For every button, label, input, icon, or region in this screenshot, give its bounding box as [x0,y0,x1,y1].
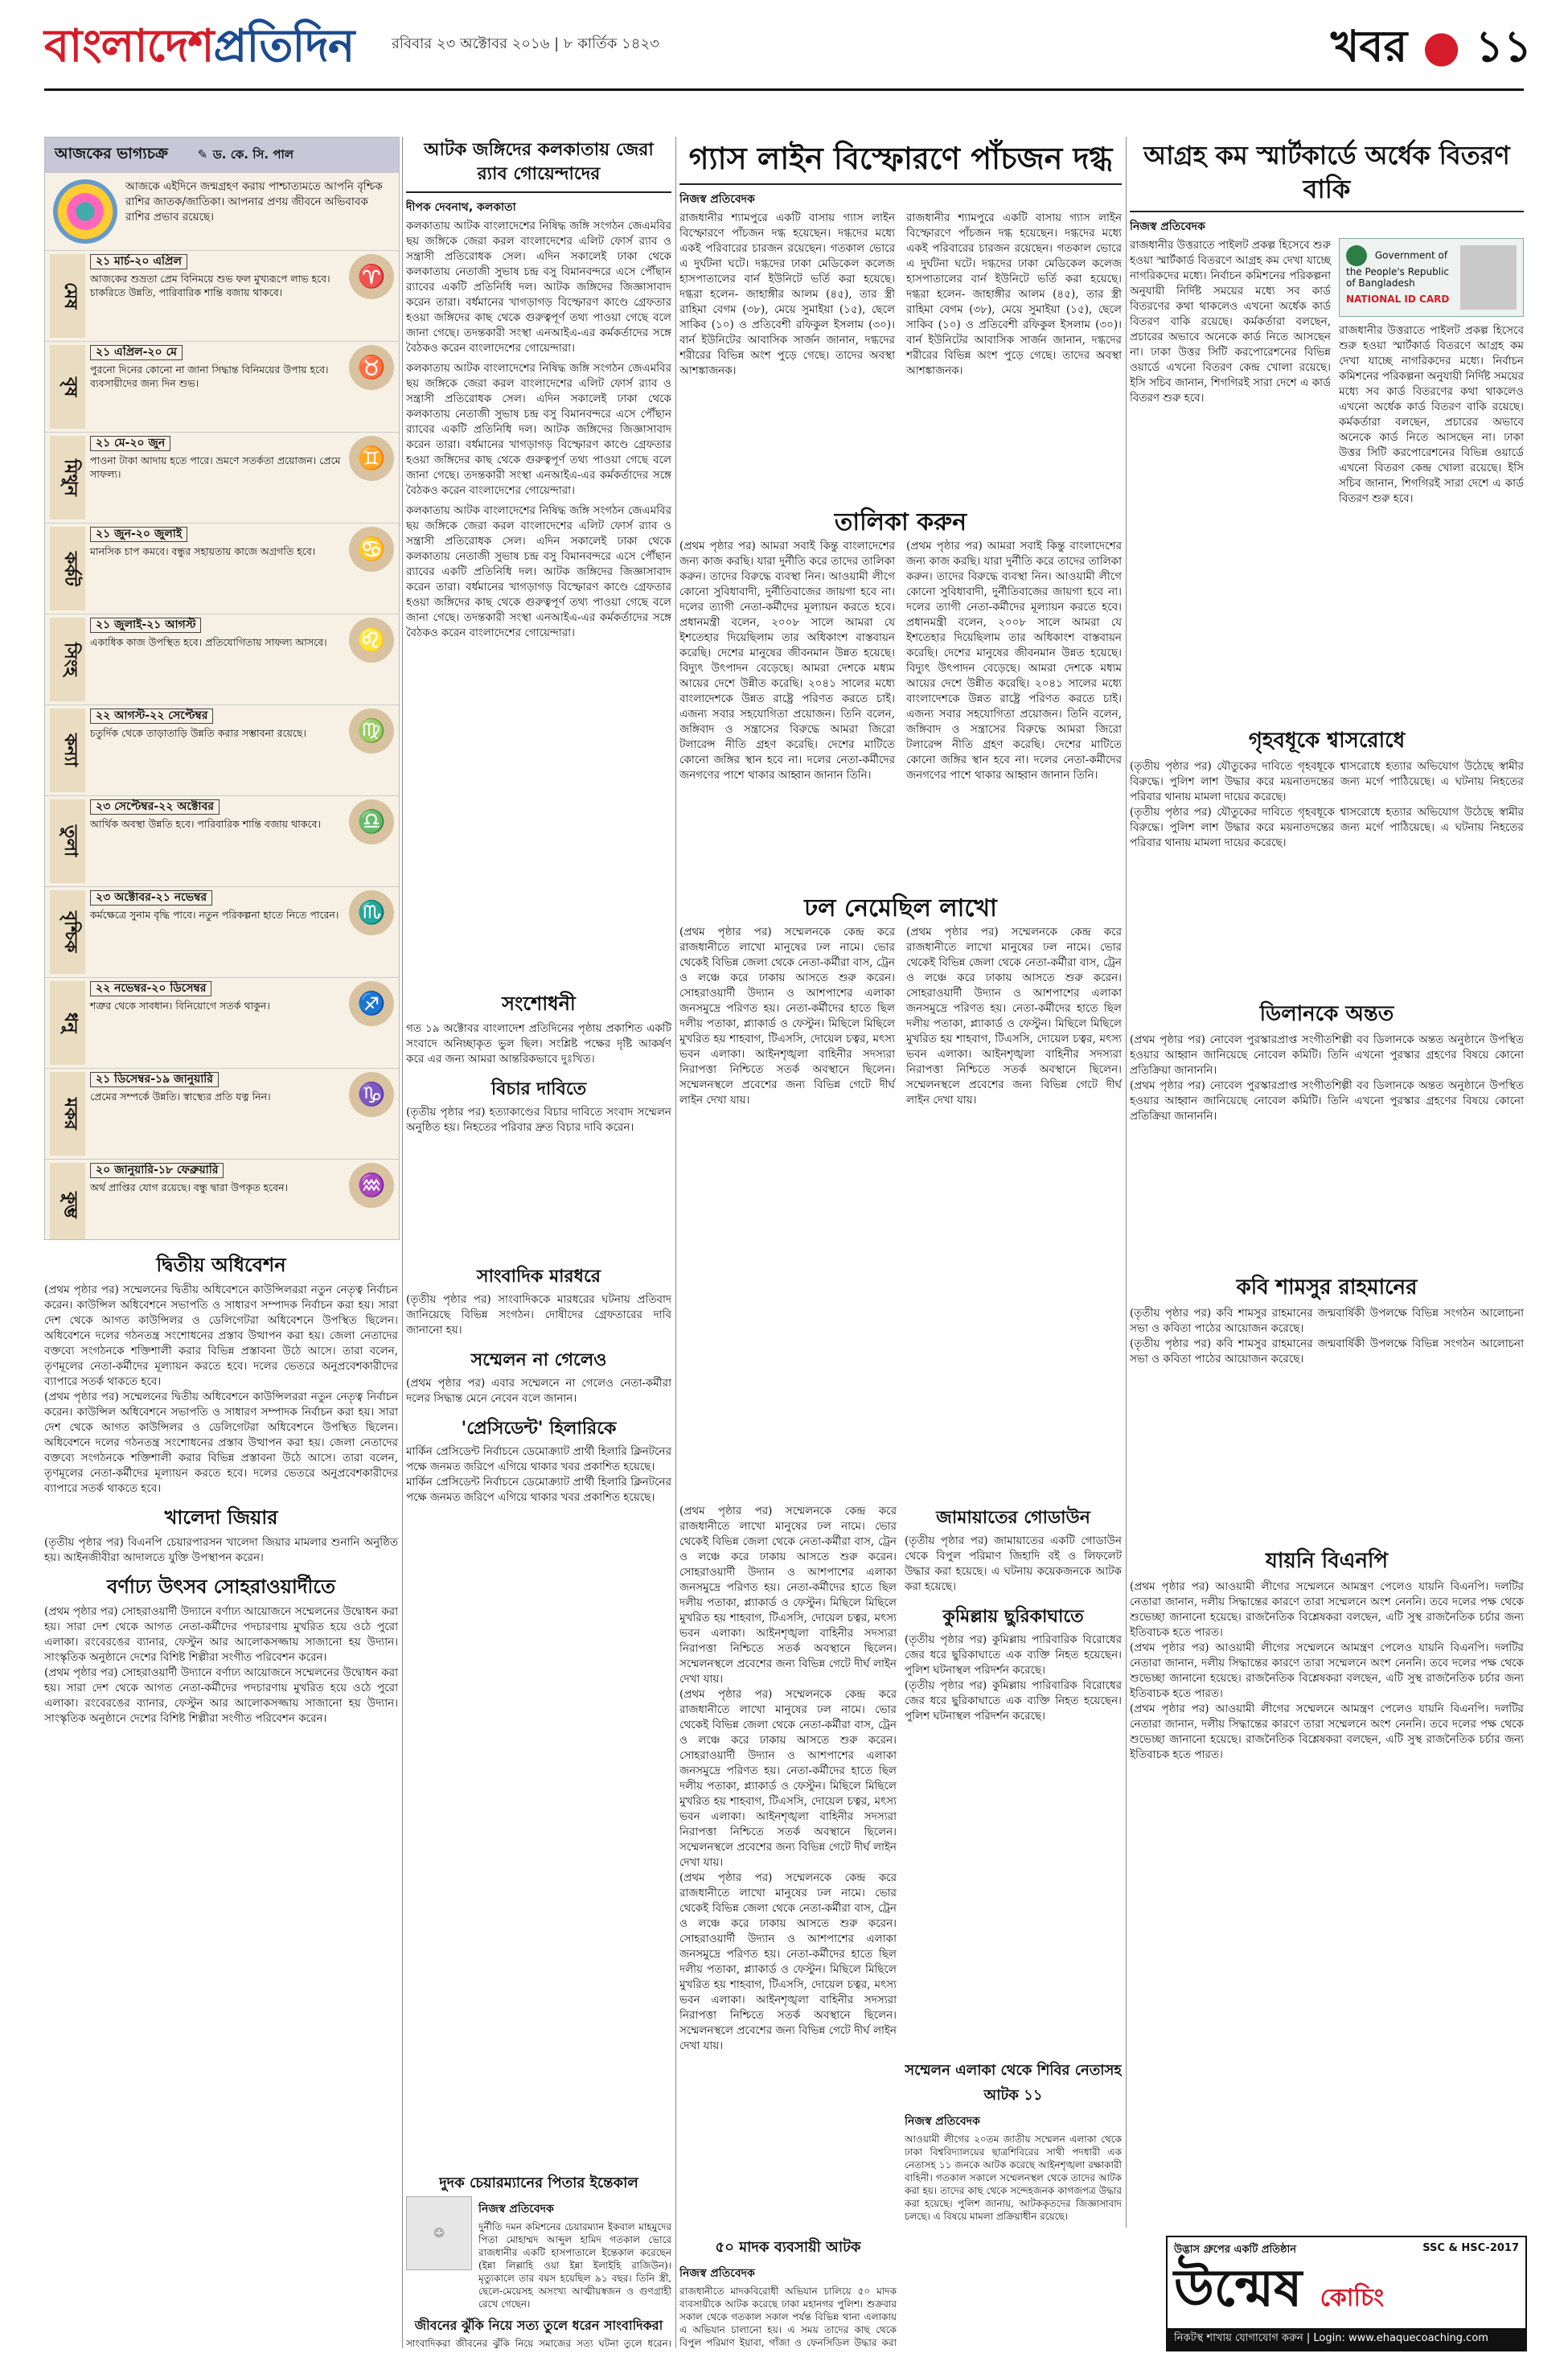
zodiac-wheel-icon [53,179,117,244]
story-jayni-body-cont: (প্রথম পৃষ্ঠার পর) আওয়ামী লীগের সম্মেলনে আমন্ত্রণ পেলেও যায়নি বিএনপি। দলটির নেতারা জানান, দলীয় সিদ্ধান্তের কারণে তারা সম্মেলনে অংশ নেননি। তবে দলের পক্ষ থেকে শুভেচ্ছা জানানো হয়েছে। রাজনৈতিক বিশ্লেষকরা বলছেন, এটি সুস্থ রাজনৈতিক চর্চার জন্য ইতিবাচক হতে পারত। [1130,1641,1524,1700]
story-sammelan-title: সম্মেলন এলাকা থেকে শিবির নেতাসহ আটক ১১ [905,2062,1122,2104]
sign-name: মেষ [50,254,85,338]
story-sammelan-na-title: সম্মেলন না গেলেও [470,1350,607,1370]
story-dilan-body: (প্রথম পৃষ্ঠার পর) নোবেল পুরস্কারপ্রাপ্ত সংগীতশিল্পী বব ডিলানকে অন্তত অনুষ্ঠানে উপস্থিত হওয়ার আহ্বান জানিয়েছে নোবেল কমিটি। তিনি এখনো পুরস্কার গ্রহণের বিষয়ে কোনো প্রতিক্রিয়া জানাননি। [1130,1033,1524,1077]
horoscope-sign [45,1068,399,1159]
story-madok-dudok [679,2236,897,2348]
story-president-body: মার্কিন প্রেসিডেন্ট নির্বাচনে ডেমোক্র্যাট প্রার্থী হিলারি ক্লিনটনের পক্ষে জনমত জরিপে এগিয়ে থাকার খবর প্রকাশিত হয়েছে। [406,1445,671,1473]
story-bichar-title: বিচার দাবিতে [491,1079,587,1099]
story-rab-body: কলকাতায় আটক বাংলাদেশের নিষিদ্ধ জঙ্গি সংগঠন জেএমবির ছয় জঙ্গিকে জেরা করল বাংলাদেশের এলিট ফোর্স র‌্যাব ও সন্ত্রাসী প্রতিরোধক সেল। এদিন সকালেই ঢাকা থেকে কলকাতায় নেতাজী সুভাষ চন্দ্র বসু বিমানবন্দরে এসে পৌঁছান র‌্যাবের একটি প্রতিনিধি দল। আটক জঙ্গিদের জিজ্ঞাসাবাদ করেন তারা। বর্ধমানের খাগড়াগড় বিস্ফোরণ কাণ্ডে গ্রেফতার হওয়া জঙ্গিদের কাছ থেকে গুরুত্বপূর্ণ তথ্য পাওয়া গেছে বলে জানা গেছে। তদন্তকারী সংস্থা এনআইএ-এর কর্মকর্তাদের সঙ্গে বৈঠকও করেন বাংলাদেশের গোয়েন্দারা। [406,220,671,355]
brand-part-b: প্রতিদিন [213,20,355,72]
sign-dates: ২১ জুলাই-২১ আগস্ট [90,618,201,633]
story-dhol-body-cont4: (প্রথম পৃষ্ঠার পর) সম্মেলনকে কেন্দ্র করে রাজধানীতে লাখো মানুষের ঢল নামে। ভোর থেকেই বিভিন্ন জেলা থেকে নেতা-কর্মীরা বাস, ট্রেন ও লঞ্চে করে ঢাকায় আসতে শুরু করেন। সোহরাওয়ার্দী উদ্যান ও আশপাশের এলাকা জনসমুদ্রে পরিণত হয়। নেতা-কর্মীদের হাতে ছিল দলীয় পতাকা, প্ল্যাকার্ড ও ফেস্টুন। মিছিলে মিছিলে মুখরিত হয় শাহবাগ, টিএসসি, দোয়েল চত্বর, মৎস্য ভবন এলাকা। আইনশৃঙ্খলা বাহিনীর সদস্যরা নিরাপত্তা নিশ্চিতে সতর্ক অবস্থানে ছিলেন। সম্মেলনস্থলে প্রবেশের জন্য বিভিন্ন গেটে দীর্ঘ লাইন দেখা যায়। [679,1871,897,2052]
sign-dates: ২২ আগস্ট-২২ সেপ্টেম্বর [90,709,213,724]
story-khaleda-title: খালেদা জিয়ার [164,1506,278,1529]
story-dilan [1130,997,1524,1263]
story-grihobodhu-title: গৃহবধূকে শ্বাসরোধে [1248,729,1406,753]
sign-body [90,1163,344,1240]
horoscope-sign [45,886,399,977]
sign-text: আর্থিক অবস্থা উন্নতি হবে। পারিবারিক শান্তি বজায় থাকবে। [90,818,321,830]
horoscope-sign [45,1159,399,1240]
story-gas-title: গ্যাস লাইন বিস্ফোরণে পাঁচজন দগ্ধ [688,141,1113,176]
story-president-title: 'প্রেসিডেন্ট' হিলারিকে [461,1419,617,1439]
story-sangbadik-title: সাংবাদিক মারধরে [477,1267,601,1287]
nid-card-caption: Government of the People's Republic of Bangladesh [1346,249,1450,289]
story-kumilla-body: (তৃতীয় পৃষ্ঠার পর) কুমিল্লায় পারিবারিক বিরোধের জের ধরে ছুরিকাঘাতে এক ব্যক্তি নিহত হয়েছেন। পুলিশ ঘটনাস্থল পরিদর্শন করেছে। [905,1633,1122,1677]
sign-text: শত্রুর থেকে সাবধান। বিনিয়োগে সতর্ক থাকুন। [90,1000,270,1012]
story-dudok-byline: নিজস্ব প্রতিবেদক [478,2203,554,2216]
sign-text: কর্মক্ষেত্রে সুনাম বৃদ্ধি পাবে। নতুন পরিকল্পনা হাতে নিতে পারেন। [90,909,339,921]
story-madok-body: রাজধানীতে মাদকবিরোধী অভিযান চালিয়ে ৫০ মাদক ব্যবসায়ীকে আটক করেছে ঢাকা মহানগর পুলিশ। শুক্রবার সকাল থেকে গতকাল সকাল পর্যন্ত বিভিন্ন থানা এলাকায় এ অভিযান চালানো হয়। এ সময় তাদের কাছ থেকে বিপুল পরিমাণ ইয়াবা, গাঁজা ও ফেনসিডিল উদ্ধার করা [679,2286,897,2348]
story-smartcard-textcol [1130,238,1331,507]
story-jayni-body-cont2: (প্রথম পৃষ্ঠার পর) আওয়ামী লীগের সম্মেলনে আমন্ত্রণ পেলেও যায়নি বিএনপি। দলটির নেতারা জানান, দলীয় সিদ্ধান্তের কারণে তারা সম্মেলনে অংশ নেননি। তবে দলের পক্ষ থেকে শুভেচ্ছা জানানো হয়েছে। রাজনৈতিক বিশ্লেষকরা বলছেন, এটি সুস্থ রাজনৈতিক চর্চার জন্য ইতিবাচক হতে পারত। [1130,1702,1524,1761]
story-sangshodhoni [406,989,671,1255]
story-borna-body-cont: (প্রথম পৃষ্ঠার পর) সোহরাওয়ার্দী উদ্যানে বর্ণাঢ্য আয়োজনে সম্মেলনের উদ্বোধন করা হয়। সারা দেশ থেকে আগত নেতা-কর্মীদের পদচারণায় মুখরিত হয়ে ওঠে পুরো এলাকা। রংবেরঙের ব্যানার, ফেস্টুন আর আলোকসজ্জায় সাজানো হয় উদ্যান। সাংস্কৃতিক অনুষ্ঠানে দেশের বিশিষ্ট শিল্পীরা সংগীত পরিবেশন করেন। [44,1666,398,1725]
story-jayni-body: (প্রথম পৃষ্ঠার পর) আওয়ামী লীগের সম্মেলনে আমন্ত্রণ পেলেও যায়নি বিএনপি। দলটির নেতারা জানান, দলীয় সিদ্ধান্তের কারণে তারা সম্মেলনে অংশ নেননি। তবে দলের পক্ষ থেকে শুভেচ্ছা জানানো হয়েছে। রাজনৈতিক বিশ্লেষকরা বলছেন, এটি সুস্থ রাজনৈতিক চর্চার জন্য ইতিবাচক হতে পারত। [1130,1580,1524,1639]
portrait-photo: ☺ [406,2196,472,2270]
horoscope-sign [45,614,399,704]
divider [1130,211,1524,212]
story-shamsur-body-cont: (তৃতীয় পৃষ্ঠার পর) কবি শামসুর রাহমানের জন্মবার্ষিকী উপলক্ষে বিভিন্ন সংগঠন আলোচনা সভা ও কবিতা পাঠের আয়োজন করেছে। [1130,1337,1524,1366]
sign-dates: ২২ নভেম্বর-২০ ডিসেম্বর [90,981,211,996]
ad-tagline: উদ্ভাস গ্রুপের একটি প্রতিষ্ঠান [1174,2244,1297,2256]
sign-text: একাধিক কাজ উপস্থিত হবে। প্রতিযোগিতায় সাফল্য আসবে। [90,636,327,648]
story-madok-byline: নিজস্ব প্রতিবেদক [679,2267,755,2280]
story-grihobodhu-body: (তৃতীয় পৃষ্ঠার পর) যৌতুকের দাবিতে গৃহবধূকে শ্বাসরোধে হত্যার অভিযোগ উঠেছে স্বামীর বিরুদ্ধে। পুলিশ লাশ উদ্ধার করে ময়নাতদন্তের জন্য মর্গে পাঠিয়েছে। এ ঘটনায় নিহতের পরিবার থানায় মামলা দায়ের করেছে। [1130,760,1524,803]
section-page [1331,14,1532,79]
sign-body [90,345,344,429]
horoscope-sign [45,432,399,523]
zodiac-sign-icon: ♒ [349,1163,394,1208]
horoscope-sign [45,341,399,432]
story-rab-byline: দীপক দেবনাথ, কলকাতা [406,201,516,214]
brand-part-a: বাংলাদেশ [44,20,214,72]
story-smartcard-body: রাজধানীর উত্তরাতে পাইলট প্রকল্প হিসেবে শুরু হওয়া স্মার্টকার্ড বিতরণে আগ্রহ কম দেখা যাচ্ছে নাগরিকদের মধ্যে। নির্বাচন কমিশনের পরিকল্পনা অনুযায়ী নির্দিষ্ট সময়ের মধ্যে সব কার্ড বিতরণের কথা থাকলেও এখনো অর্ধেক কার্ড বিতরণ বাকি রয়েছে। কর্মকর্তারা বলছেন, প্রচারের অভাবে অনেকে কার্ড নিতে আসছেন না। ঢাকা উত্তর সিটি করপোরেশনের বিভিন্ন ওয়ার্ডে এখনো বিতরণ কেন্দ্র খোলা রয়েছে। ইসি সচিব জানান, শিগগিরই সারা দেশে এ কার্ড বিতরণ শুরু হবে। [1130,239,1331,405]
story-bichar-body: (তৃতীয় পৃষ্ঠার পর) হত্যাকাণ্ডের বিচার দাবিতে সংবাদ সম্মেলন অনুষ্ঠিত হয়। নিহতের পরিবার দ্রুত বিচার দাবি করেন। [406,1106,671,1134]
sign-name: কর্কট [50,527,85,610]
story-gas-body-cont: রাজধানীর শ্যামপুরে একটি বাসায় গ্যাস লাইন বিস্ফোরণে পাঁচজন দগ্ধ হয়েছেন। দগ্ধদের মধ্যে একই পরিবারের চারজন রয়েছেন। গতকাল ভোরে এ দুর্ঘটনা ঘটে। দগ্ধদের ঢাকা মেডিকেল কলেজ হাসপাতালের বার্ন ইউনিটে ভর্তি করা হয়েছে। দগ্ধরা হলেন- জাহাঙ্গীর আলম (৪৫), তার স্ত্রী রাহিমা বেগম (৩৮), মেয়ে সুমাইয়া (১৫), ছেলে সাকিব (১০) ও প্রতিবেশী রফিকুল ইসলাম (৩০)। বার্ন ইউনিটের আবাসিক সার্জন জানান, দগ্ধদের শরীরের বিভিন্ন অংশ পুড়ে গেছে। তাদের অবস্থা আশঙ্কাজনক। [906,212,1122,377]
sign-name: সিংহ [50,618,85,701]
story-borna-title: বর্ণাঢ্য উৎসব সোহরাওয়ার্দীতে [106,1575,336,1598]
sign-name: কুম্ভ [50,1163,85,1240]
story-dhol-columns [679,925,1122,1108]
sign-name: মিথুন [50,436,85,520]
story-grihobodhu-body-cont: (তৃতীয় পৃষ্ঠার পর) যৌতুকের দাবিতে গৃহবধূকে শ্বাসরোধে হত্যার অভিযোগ উঠেছে স্বামীর বিরুদ্ধে। পুলিশ লাশ উদ্ধার করে ময়নাতদন্তের জন্য মর্গে পাঠিয়েছে। এ ঘটনায় নিহতের পরিবার থানায় মামলা দায়ের করেছে। [1130,806,1524,849]
section-name: খবর [1330,21,1408,72]
story-dhol-body-cont2: (প্রথম পৃষ্ঠার পর) সম্মেলনকে কেন্দ্র করে রাজধানীতে লাখো মানুষের ঢল নামে। ভোর থেকেই বিভিন্ন জেলা থেকে নেতা-কর্মীরা বাস, ট্রেন ও লঞ্চে করে ঢাকায় আসতে শুরু করেন। সোহরাওয়ার্দী উদ্যান ও আশপাশের এলাকা জনসমুদ্রে পরিণত হয়। নেতা-কর্মীদের হাতে ছিল দলীয় পতাকা, প্ল্যাকার্ড ও ফেস্টুন। মিছিলে মিছিলে মুখরিত হয় শাহবাগ, টিএসসি, দোয়েল চত্বর, মৎস্য ভবন এলাকা। আইনশৃঙ্খলা বাহিনীর সদস্যরা নিরাপত্তা নিশ্চিতে সতর্ক অবস্থানে ছিলেন। সম্মেলনস্থলে প্রবেশের জন্য বিভিন্ন গেটে দীর্ঘ লাইন দেখা যায়। [679,1505,897,1686]
divider [406,191,671,193]
story-president-body-cont: মার্কিন প্রেসিডেন্ট নির্বাচনে ডেমোক্র্যাট প্রার্থী হিলারি ক্লিনটনের পক্ষে জনমত জরিপে এগিয়ে থাকার খবর প্রকাশিত হয়েছে। [406,1476,671,1504]
sign-name: ধনু [50,981,85,1065]
sign-text: আজকের শুভ্রতা প্রেম বিনিময়ে শুভ ফল মুখ্যরূপে লাভ হবে। চাকরিতে উন্নতি, পারিবারিক শান্তি বজায় থাকবে। [90,273,330,298]
story-left-lower [44,1251,398,2348]
zodiac-sign-icon: ♉ [349,345,394,390]
sign-body [90,890,344,974]
story-smartcard-row [1130,238,1524,507]
horoscope-signs [45,250,399,1240]
sign-text: মানসিক চাপ কমবে। বন্ধুর সহায়তায় কাজে অগ্রগতি হবে। [90,545,316,557]
story-jibon-body: সাংবাদিকরা জীবনের ঝুঁকি নিয়ে সমাজের সত্য ঘটনা তুলে ধরেন। [406,2338,671,2348]
horoscope-sign [45,704,399,795]
story-dhol [679,893,1122,1496]
sign-name: মকর [50,1072,85,1156]
bullet-icon: ● [1422,21,1461,72]
horoscope-sign [45,977,399,1068]
sign-body [90,527,344,610]
story-smartcard-title: আগ্রহ কম স্মার্টকার্ডে অর্ধেক বিতরণ বাকি [1143,140,1510,204]
pen-icon: ✎ [197,147,208,162]
story-shamsur [1130,1271,1524,1536]
nid-card-label: NATIONAL ID CARD [1346,294,1450,305]
horoscope-header [45,138,399,173]
newspaper-logo [44,14,354,79]
sign-body [90,799,344,883]
story-gas-columns [679,211,1122,379]
column-rule [1126,137,1127,2228]
story-shamsur-body: (তৃতীয় পৃষ্ঠার পর) কবি শামসুর রাহমানের জন্মবার্ষিকী উপলক্ষে বিভিন্ন সংগঠন আলোচনা সভা ও কবিতা পাঠের আয়োজন করেছে। [1130,1307,1524,1335]
story-dudok-text [478,2196,671,2310]
story-dudok-row [406,2196,671,2310]
sign-text: অর্থ প্রাপ্তির যোগ রয়েছে। বন্ধু দ্বারা উপকৃত হবেন। [90,1181,289,1193]
sign-text: পুরনো দিনের কোনো না জানা সিদ্ধান্ত বিনিময়ের উপায় হবে। ব্যবসায়ীদের জন্য দিন শুভ। [90,363,329,389]
story-ditiyo-body: (প্রথম পৃষ্ঠার পর) সম্মেলনের দ্বিতীয় অধিবেশনে কাউন্সিলররা নতুন নেতৃত্ব নির্বাচন করেন। কাউন্সিল অধিবেশনে সভাপতি ও সাধারণ সম্পাদক নির্বাচন করা হয়। সারা দেশ থেকে আগত কাউন্সিলর ও ডেলিগেটরা অধিবেশনে উপস্থিত ছিলেন। অধিবেশনে দলের গঠনতন্ত্র সংশোধনের প্রস্তাব উত্থাপন করা হয়। জেলা নেতাদের বক্তব্যে সংগঠনকে শক্তিশালী করার বিভিন্ন প্রস্তাবনা উঠে আসে। তারা বলেন, তৃণমূলের নেতা-কর্মীদের মূল্যায়ন করতে হবে। দলের ভেতরে অনুপ্রবেশকারীদের ব্যাপারে সতর্ক থাকতে হবে। [44,1284,398,1388]
story-gas [679,138,1122,500]
story-smartcard-byline: নিজস্ব প্রতিবেদক [1130,220,1205,233]
story-sangshodhoni-body: গত ১৯ অক্টোবর বাংলাদেশ প্রতিদিনের পৃষ্ঠায় প্রকাশিত একটি সংবাদে অনিচ্ছাকৃত ভুল ছিল। সংশ্লিষ্ট পক্ষের দৃষ্টি আকর্ষণ করে এর জন্য আমরা আন্তরিকভাবে দুঃখিত। [406,1022,671,1066]
story-ditiyo-title: দ্বিতীয় অধিবেশন [156,1254,286,1276]
sign-dates: ২৩ অক্টোবর-২১ নভেম্বর [90,890,212,906]
story-dudok-body: দুর্নীতি দমন কমিশনের চেয়ারম্যান ইকবাল মাহমুদের পিতা মোহাম্মদ আব্দুল হামিদ গতকাল ভোরে রাজধানীর একটি হাসপাতালে ইন্তেকাল করেছেন (ইন্না লিল্লাহি ওয়া ইন্না ইলাইহি রাজিউন)। মৃত্যুকালে তার বয়স হয়েছিল ৯১ বছর। তিনি স্ত্রী, ছেলে-মেয়েসহ অসংখ্য আত্মীয়স্বজন ও গুণগ্রাহী রেখে গেছেন। [478,2221,671,2310]
column-rule [675,137,676,2348]
story-grihobodhu [1130,724,1524,989]
sign-dates: ২১ এপ্রিল-২০ মে [90,345,183,360]
sign-text: প্রেমের সম্পর্কে উন্নতি। স্বাস্থ্যের প্রতি যত্ন নিন। [90,1090,271,1103]
zodiac-sign-icon: ♍ [349,709,394,754]
story-jibon-title: জীবনের ঝুঁকি নিয়ে সত্য তুলে ধরেন সাংবাদিকরা [414,2318,663,2333]
zodiac-sign-icon: ♏ [349,890,394,935]
sign-name: বৃষ [50,345,85,429]
ad-url[interactable]: নিকটস্থ শাখায় যোগাযোগ করুন | Login: www.ehaquecoaching.com [1168,2328,1525,2350]
story-ditiyo-body-cont: (প্রথম পৃষ্ঠার পর) সম্মেলনের দ্বিতীয় অধিবেশনে কাউন্সিলররা নতুন নেতৃত্ব নির্বাচন করেন। কাউন্সিল অধিবেশনে সভাপতি ও সাধারণ সম্পাদক নির্বাচন করা হয়। সারা দেশ থেকে আগত কাউন্সিলর ও ডেলিগেটরা অধিবেশনে উপস্থিত ছিলেন। অধিবেশনে দলের গঠনতন্ত্র সংশোধনের প্রস্তাব উত্থাপন করা হয়। জেলা নেতাদের বক্তব্যে সংগঠনকে শক্তিশালী করার বিভিন্ন প্রস্তাবনা উঠে আসে। তারা বলেন, তৃণমূলের নেতা-কর্মীদের মূল্যায়ন করতে হবে। দলের ভেতরে অনুপ্রবেশকারীদের ব্যাপারে সতর্ক থাকতে হবে। [44,1390,398,1495]
story-sammelan-na-body: (প্রথম পৃষ্ঠার পর) এবার সম্মেলনে না গেলেও নেতা-কর্মীরা দলের সিদ্ধান্ত মেনে নেবেন বলে জানান। [406,1377,671,1405]
story-shamsur-title: কবি শামসুর রাহমানের [1236,1275,1418,1300]
horoscope-sign [45,250,399,341]
sign-body [90,1072,344,1156]
story-sangbadik-body: (তৃতীয় পৃষ্ঠার পর) সাংবাদিককে মারধরের ঘটনায় প্রতিবাদ জানিয়েছে বিভিন্ন সংগঠন। দোষীদের গ্রেফতারের দাবি জানানো হয়। [406,1293,671,1337]
sign-name: কন্যা [50,709,85,792]
spacer [981,138,1134,146]
sign-name: বৃশ্চিক [50,890,85,974]
story-talika-columns [679,539,1122,783]
sign-text: চতুর্দিক থেকে তাড়াতাড়ি উন্নতি করার সম্ভাবনা রয়েছে। [90,727,306,739]
sign-dates: ২১ মার্চ-২০ এপ্রিল [90,254,187,269]
story-dudok-title: দুদক চেয়ারম্যানের পিতার ইন্তেকাল [439,2175,638,2191]
ad-exam: SSC & HSC-2017 [1422,2242,1519,2254]
date-line: রবিবার ২৩ অক্টোবর ২০১৬ | ৮ কার্তিক ১৪২৩ [392,35,659,52]
zodiac-sign-icon: ♐ [349,981,394,1026]
sign-text: পাওনা টাকা আদায় হতে পারে। ভ্রমণে সতর্কতা প্রয়োজন। প্রেমে সাফল্য। [90,454,341,480]
story-small-stack [905,2059,1122,2348]
story-dilan-title: ডিলানকে অন্তত [1259,1002,1394,1026]
story-dhol-body: (প্রথম পৃষ্ঠার পর) সম্মেলনকে কেন্দ্র করে রাজধানীতে লাখো মানুষের ঢল নামে। ভোর থেকেই বিভিন্ন জেলা থেকে নেতা-কর্মীরা বাস, ট্রেন ও লঞ্চে করে ঢাকায় আসতে শুরু করেন। সোহরাওয়ার্দী উদ্যান ও আশপাশের এলাকা জনসমুদ্রে পরিণত হয়। নেতা-কর্মীদের হাতে ছিল দলীয় পতাকা, প্ল্যাকার্ড ও ফেস্টুন। মিছিলে মিছিলে মুখরিত হয় শাহবাগ, টিএসসি, দোয়েল চত্বর, মৎস্য ভবন এলাকা। আইনশৃঙ্খলা বাহিনীর সদস্যরা নিরাপত্তা নিশ্চিতে সতর্ক অবস্থানে ছিলেন। সম্মেলনস্থলে প্রবেশের জন্য বিভিন্ন গেটে দীর্ঘ লাইন দেখা যায়। [679,926,895,1107]
story-jayni [1130,1544,1524,2220]
sign-dates: ২১ ডিসেম্বর-১৯ জানুয়ারি [90,1072,219,1087]
sign-body [90,709,344,792]
story-kumilla-title: কুমিল্লায় ছুরিকাঘাতে [942,1607,1084,1627]
story-talika-title: তালিকা করুন [834,508,967,536]
zodiac-sign-icon: ♎ [349,799,394,844]
story-dhol-body-cont: (প্রথম পৃষ্ঠার পর) সম্মেলনকে কেন্দ্র করে রাজধানীতে লাখো মানুষের ঢল নামে। ভোর থেকেই বিভিন্ন জেলা থেকে নেতা-কর্মীরা বাস, ট্রেন ও লঞ্চে করে ঢাকায় আসতে শুরু করেন। সোহরাওয়ার্দী উদ্যান ও আশপাশের এলাকা জনসমুদ্রে পরিণত হয়। নেতা-কর্মীদের হাতে ছিল দলীয় পতাকা, প্ল্যাকার্ড ও ফেস্টুন। মিছিলে মিছিলে মুখরিত হয় শাহবাগ, টিএসসি, দোয়েল চত্বর, মৎস্য ভবন এলাকা। আইনশৃঙ্খলা বাহিনীর সদস্যরা নিরাপত্তা নিশ্চিতে সতর্ক অবস্থানে ছিলেন। সম্মেলনস্থলে প্রবেশের জন্য বিভিন্ন গেটে দীর্ঘ লাইন দেখা যায়। [906,926,1122,1107]
story-dhol-body-cont3: (প্রথম পৃষ্ঠার পর) সম্মেলনকে কেন্দ্র করে রাজধানীতে লাখো মানুষের ঢল নামে। ভোর থেকেই বিভিন্ন জেলা থেকে নেতা-কর্মীরা বাস, ট্রেন ও লঞ্চে করে ঢাকায় আসতে শুরু করেন। সোহরাওয়ার্দী উদ্যান ও আশপাশের এলাকা জনসমুদ্রে পরিণত হয়। নেতা-কর্মীদের হাতে ছিল দলীয় পতাকা, প্ল্যাকার্ড ও ফেস্টুন। মিছিলে মিছিলে মুখরিত হয় শাহবাগ, টিএসসি, দোয়েল চত্বর, মৎস্য ভবন এলাকা। আইনশৃঙ্খলা বাহিনীর সদস্যরা নিরাপত্তা নিশ্চিতে সতর্ক অবস্থানে ছিলেন। সম্মেলনস্থলে প্রবেশের জন্য বিভিন্ন গেটে দীর্ঘ লাইন দেখা যায়। [679,1688,897,1869]
ad-logo-sub: কোচিং [1320,2284,1385,2312]
horoscope-sign [45,523,399,614]
sign-body [90,254,344,338]
story-smartcard-body-cont: রাজধানীর উত্তরাতে পাইলট প্রকল্প হিসেবে শুরু হওয়া স্মার্টকার্ড বিতরণে আগ্রহ কম দেখা যাচ্ছে নাগরিকদের মধ্যে। নির্বাচন কমিশনের পরিকল্পনা অনুযায়ী নির্দিষ্ট সময়ের মধ্যে সব কার্ড বিতরণের কথা থাকলেও এখনো অর্ধেক কার্ড বিতরণ বাকি রয়েছে। কর্মকর্তারা বলছেন, প্রচারের অভাবে অনেকে কার্ড নিতে আসছেন না। ঢাকা উত্তর সিটি করপোরেশনের বিভিন্ন ওয়ার্ডে এখনো বিতরণ কেন্দ্র খোলা রয়েছে। ইসি সচিব জানান, শিগগিরই সারা দেশে এ কার্ড বিতরণ শুরু হবে। [1339,324,1524,505]
sign-body [90,436,344,520]
government-seal-icon [1346,245,1367,266]
story-borna-body: (প্রথম পৃষ্ঠার পর) সোহরাওয়ার্দী উদ্যানে বর্ণাঢ্য আয়োজনে সম্মেলনের উদ্বোধন করা হয়। সারা দেশ থেকে আগত নেতা-কর্মীদের পদচারণায় মুখরিত হয়ে ওঠে পুরো এলাকা। রংবেরঙের ব্যানার, ফেস্টুন আর আলোকসজ্জায় সাজানো হয় উদ্যান। সাংস্কৃতিক অনুষ্ঠানে দেশের বিশিষ্ট শিল্পীরা সংগীত পরিবেশন করেন। [44,1605,398,1664]
story-dilan-body-cont: (প্রথম পৃষ্ঠার পর) নোবেল পুরস্কারপ্রাপ্ত সংগীতশিল্পী বব ডিলানকে অন্তত অনুষ্ঠানে উপস্থিত হওয়ার আহ্বান জানিয়েছে নোবেল কমিটি। তিনি এখনো পুরস্কার গ্রহণের বিষয়ে কোনো প্রতিক্রিয়া জানাননি। [1130,1079,1524,1123]
horoscope-sign [45,795,399,886]
story-talika [679,507,1122,885]
page-number: ১১ [1475,21,1532,72]
zodiac-sign-icon: ♊ [349,436,394,481]
zodiac-sign-icon: ♑ [349,1072,394,1117]
story-rab-body-cont: কলকাতায় আটক বাংলাদেশের নিষিদ্ধ জঙ্গি সংগঠন জেএমবির ছয় জঙ্গিকে জেরা করল বাংলাদেশের এলিট ফোর্স র‌্যাব ও সন্ত্রাসী প্রতিরোধক সেল। এদিন সকালেই ঢাকা থেকে কলকাতায় নেতাজী সুভাষ চন্দ্র বসু বিমানবন্দরে এসে পৌঁছান র‌্যাবের একটি প্রতিনিধি দল। আটক জঙ্গিদের জিজ্ঞাসাবাদ করেন তারা। বর্ধমানের খাগড়াগড় বিস্ফোরণ কাণ্ডে গ্রেফতার হওয়া জঙ্গিদের কাছ থেকে গুরুত্বপূর্ণ তথ্য পাওয়া গেছে বলে জানা গেছে। তদন্তকারী সংস্থা এনআইএ-এর কর্মকর্তাদের সঙ্গে বৈঠকও করেন বাংলাদেশের গোয়েন্দারা। [406,362,671,497]
column-rule [402,137,403,2348]
story-rab [406,138,671,983]
story-madok-title: ৫০ মাদক ব্যবসায়ী আটক [715,2239,861,2256]
horoscope-box [44,137,400,1240]
story-sammelan-body: আওয়ামী লীগের ২০তম জাতীয় সম্মেলন এলাকা থেকে ঢাকা বিশ্ববিদ্যালয়ের ছাত্রশিবিরের সাথী পদধারী এক নেতাসহ ১১ জনকে আটক করেছে আইনশৃঙ্খলা রক্ষাকারী বাহিনী। গতকাল সকালে সম্মেলনস্থল থেকে তাদের আটক করা হয়। তাদের কাছ থেকে সন্দেহজনক কাগজপত্র উদ্ধার করা হয়েছে। পুলিশ জানায়, আটককৃতদের জিজ্ঞাসাবাদ চলছে। এ বিষয়ে মামলা প্রক্রিয়াধীন রয়েছে। [905,2134,1122,2222]
ad-logo-main: উন্মেষ [1174,2259,1303,2319]
sign-dates: ২৩ সেপ্টেম্বর-২২ অক্টোবর [90,799,220,815]
story-gas-body: রাজধানীর শ্যামপুরে একটি বাসায় গ্যাস লাইন বিস্ফোরণে পাঁচজন দগ্ধ হয়েছেন। দগ্ধদের মধ্যে একই পরিবারের চারজন রয়েছেন। গতকাল ভোরে এ দুর্ঘটনা ঘটে। দগ্ধদের ঢাকা মেডিকেল কলেজ হাসপাতালের বার্ন ইউনিটে ভর্তি করা হয়েছে। দগ্ধরা হলেন- জাহাঙ্গীর আলম (৪৫), তার স্ত্রী রাহিমা বেগম (৩৮), মেয়ে সুমাইয়া (১৫), ছেলে সাকিব (১০) ও প্রতিবেশী রফিকুল ইসলাম (৩০)। বার্ন ইউনিটের আবাসিক সার্জন জানান, দগ্ধদের শরীরের বিভিন্ন অংশ পুড়ে গেছে। তাদের অবস্থা আশঙ্কাজনক। [679,212,895,377]
nid-card-image [1339,238,1524,317]
zodiac-sign-icon: ♌ [349,618,394,663]
sign-body [90,618,344,701]
story-jayni-title: যায়নি বিএনপি [1265,1549,1389,1573]
story-gas-byline: নিজস্ব প্রতিবেদক [679,193,755,206]
story-jamaat-body: (তৃতীয় পৃষ্ঠার পর) জামায়াতের একটি গোডাউন থেকে বিপুল পরিমাণ জিহাদি বই ও লিফলেট উদ্ধার করা হয়েছে। এ ঘটনায় কয়েকজনকে আটক করা হয়েছে। [905,1534,1122,1593]
story-dhol-title: ঢল নেমেছিল লাখো [804,894,997,922]
story-rab-title: আটক জঙ্গিদের কলকাতায় জেরা র‌্যাব গোয়েন্দাদের [424,140,654,184]
nid-face-image [1460,245,1517,310]
horoscope-author: ড. কে. সি. পাল [212,147,294,162]
horoscope-title: আজকের ভাগ্যচক্র [55,145,168,162]
ad-logo [1174,2257,1384,2331]
divider [679,183,1122,185]
sign-name: তুলা [50,799,85,883]
story-smartcard-sidecol [1339,238,1524,507]
horoscope-intro-text: আজকে এইদিনে জন্মগ্রহণ করায় পাশ্চাত্যমতে আপনি বৃশ্চিক রাশির জাতক/জাতিকা। আপনার প্রণয় জীবনে অভিবাবক রাশির প্রভাব রয়েছে। [125,180,383,224]
sign-body [90,981,344,1065]
coaching-advertisement[interactable] [1166,2236,1527,2351]
story-sangshodhoni-title: সংশোধনী [502,992,576,1015]
story-dhol-cont [679,1504,897,2348]
story-smartcard [1130,138,1524,717]
masthead [44,14,1532,87]
zodiac-sign-icon: ♈ [349,254,394,299]
story-khaleda-body: (তৃতীয় পৃষ্ঠার পর) বিএনপি চেয়ারপারসন খালেদা জিয়ার মামলার শুনানি অনুষ্ঠিত হয়। আইনজীবীরা আদালতে যুক্তি উপস্থাপন করেন। [44,1536,398,1564]
sign-dates: ২১ জুন-২০ জুলাই [90,527,187,542]
story-kumilla-body-cont: (তৃতীয় পৃষ্ঠার পর) কুমিল্লায় পারিবারিক বিরোধের জের ধরে ছুরিকাঘাতে এক ব্যক্তি নিহত হয়েছেন। পুলিশ ঘটনাস্থল পরিদর্শন করেছে। [905,1679,1122,1723]
sign-dates: ২০ জানুয়ারি-১৮ ফেব্রুয়ারি [90,1163,224,1178]
story-talika-body: (প্রথম পৃষ্ঠার পর) আমরা সবাই কিন্তু বাংলাদেশের জন্য কাজ করছি। যারা দুর্নীতি করে তাদের তালিকা করুন। তাদের বিরুদ্ধে ব্যবস্থা নিন। আওয়ামী লীগে কোনো সুবিধাবাদী, দুর্নীতিবাজের জায়গা হবে না। দলের ত্যাগী নেতা-কর্মীদের মূল্যায়ন করতে হবে। প্রধানমন্ত্রী বলেন, ২০০৮ সালে আমরা যে ইশতেহার দিয়েছিলাম তার অধিকাংশ বাস্তবায়ন করেছি। দেশের মানুষের জীবনমান উন্নত হয়েছে। বিদ্যুৎ উৎপাদন বেড়েছে। আমরা দেশকে মধ্যম আয়ের দেশে উন্নীত করেছি। ২০৪১ সালের মধ্যে বাংলাদেশকে উন্নত রাষ্ট্রে পরিণত করতে চাই। এজন্য সবার সহযোগিতা প্রয়োজন। তিনি বলেন, জঙ্গিবাদ ও সন্ত্রাসের বিরুদ্ধে আমরা জিরো টলারেন্স নীতি গ্রহণ করেছি। দেশের মাটিতে কোনো জঙ্গির স্থান হবে না। দলের নেতা-কর্মীদের জনগণের পাশে থাকার আহ্বান জানান তিনি। [679,540,895,782]
top-rule [44,88,1524,91]
story-talika-body-cont: (প্রথম পৃষ্ঠার পর) আমরা সবাই কিন্তু বাংলাদেশের জন্য কাজ করছি। যারা দুর্নীতি করে তাদের তালিকা করুন। তাদের বিরুদ্ধে ব্যবস্থা নিন। আওয়ামী লীগে কোনো সুবিধাবাদী, দুর্নীতিবাজের জায়গা হবে না। দলের ত্যাগী নেতা-কর্মীদের মূল্যায়ন করতে হবে। প্রধানমন্ত্রী বলেন, ২০০৮ সালে আমরা যে ইশতেহার দিয়েছিলাম তার অধিকাংশ বাস্তবায়ন করেছি। দেশের মানুষের জীবনমান উন্নত হয়েছে। বিদ্যুৎ উৎপাদন বেড়েছে। আমরা দেশকে মধ্যম আয়ের দেশে উন্নীত করেছি। ২০৪১ সালের মধ্যে বাংলাদেশকে উন্নত রাষ্ট্রে পরিণত করতে চাই। এজন্য সবার সহযোগিতা প্রয়োজন। তিনি বলেন, জঙ্গিবাদ ও সন্ত্রাসের বিরুদ্ধে আমরা জিরো টলারেন্স নীতি গ্রহণ করেছি। দেশের মাটিতে কোনো জঙ্গির স্থান হবে না। দলের নেতা-কর্মীদের জনগণের পাশে থাকার আহ্বান জানান তিনি। [906,540,1122,782]
zodiac-sign-icon: ♋ [349,527,394,572]
story-rab-body-cont2: কলকাতায় আটক বাংলাদেশের নিষিদ্ধ জঙ্গি সংগঠন জেএমবির ছয় জঙ্গিকে জেরা করল বাংলাদেশের এলিট ফোর্স র‌্যাব ও সন্ত্রাসী প্রতিরোধক সেল। এদিন সকালেই ঢাকা থেকে কলকাতায় নেতাজী সুভাষ চন্দ্র বসু বিমানবন্দরে এসে পৌঁছান র‌্যাবের একটি প্রতিনিধি দল। আটক জঙ্গিদের জিজ্ঞাসাবাদ করেন তারা। বর্ধমানের খাগড়াগড় বিস্ফোরণ কাণ্ডে গ্রেফতার হওয়া জঙ্গিদের কাছ থেকে গুরুত্বপূর্ণ তথ্য পাওয়া গেছে বলে জানা গেছে। তদন্তকারী সংস্থা এনআইএ-এর কর্মকর্তাদের সঙ্গে বৈঠকও করেন বাংলাদেশের গোয়েন্দারা। [406,504,671,639]
story-dudok [406,2171,671,2348]
horoscope-intro [45,173,399,250]
story-sammelan-byline: নিজস্ব প্রতিবেদক [905,2115,980,2128]
story-jamaat-title: জামায়াতের গোডাউন [936,1508,1090,1528]
sign-dates: ২১ মে-২০ জুন [90,436,170,451]
